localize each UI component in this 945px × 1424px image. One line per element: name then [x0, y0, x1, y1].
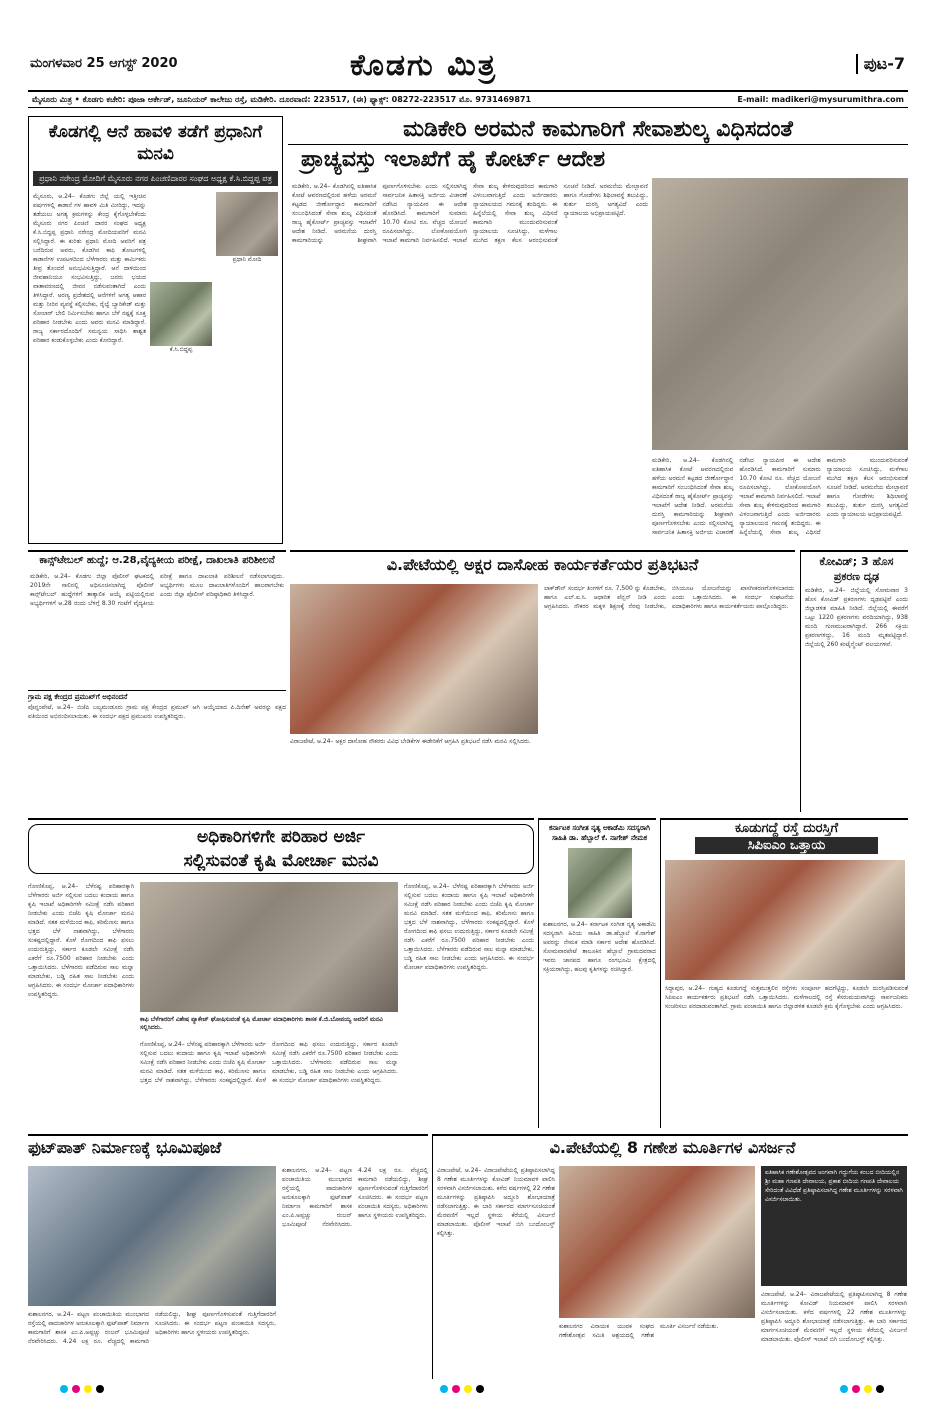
story-palace-headline-2: ಪ್ರಾಚ್ಯವಸ್ತು ಇಲಾಖೆಗೆ ಹೈ ಕೋರ್ಟ್ ಆದೇಶ	[300, 147, 606, 172]
story-krishi-body-column-3: ಗೋಣಿಕೊಪ್ಪ, ಆ.24– ಬೆಳೆನಷ್ಟ ಪರಿಹಾರಕ್ಕಾಗಿ ಬೆಳೆಗಾರರು ಅರ್ಜಿ ಸಲ್ಲಿಸುವ ಬದಲು ಕಂದಾಯ ಹಾಗೂ ಕೃಷಿ ಇಲಾಖೆ ಅಧಿಕಾರಿಗಳೇ ಸಮೀಕ್ಷೆ ನಡೆಸಿ ಪರಿಹಾರ ನೀಡಬೇಕು ಎಂದು ಬಿಜೆಪಿ ಕೃಷಿ ಮೋರ್ಚಾ ಮನವಿ ಮಾಡಿದೆ. ಸತತ ಮಳೆಯಿಂದ ಕಾಫಿ, ಕರಿಮೆಣಸು ಹಾಗೂ ಭತ್ತದ ಬೆಳೆ ನಾಶವಾಗಿದ್ದು, ಬೆಳೆಗಾರರು ಸಂಕಷ್ಟದಲ್ಲಿದ್ದಾರೆ. ಕೊಳೆ ರೋಗದಿಂದ ಕಾಫಿ ಫಸಲು ಉದುರುತ್ತಿದ್ದು, ಸರ್ಕಾರ ಕೂಡಲೇ ಸಮೀಕ್ಷೆ ನಡೆಸಿ ಎಕರೆಗೆ ರೂ.7500 ಪರಿಹಾರ ನೀಡಬೇಕು ಎಂದು ಒತ್ತಾಯಿಸಿದರು. ಬೆಳೆಗಾರರು ಪಡೆದಿರುವ ಸಾಲ ಮನ್ನಾ ಮಾಡಬೇಕು, ಬಡ್ಡಿ ರಹಿತ ಸಾಲ ನೀಡಬೇಕು ಎಂದು ಆಗ್ರಹಿಸಿದರು. ಈ ಸಂದರ್ಭ ಮೋರ್ಚಾ ಪದಾಧಿಕಾರಿಗಳು ಉಪಸ್ಥಿತರಿದ್ದರು.	[404, 883, 534, 971]
registration-marks-left	[60, 1385, 104, 1393]
story-covid	[800, 550, 908, 812]
story-ganesha-headline: ವಿ.ಪೇಟೆಯಲ್ಲಿ 8 ಗಣೇಶ ಮೂರ್ತಿಗಳ ವಿಸರ್ಜನೆ	[549, 1138, 796, 1157]
story-elephant-body: ಕೆ.ಸಿ.ಬಿದ್ದಪ್ಪ ಮೈಸೂರು, ಆ.24– ಕೊಡಗು ಜಿಲ್ಲೆ ಯಲ್ಲಿ ಇತ್ತೀಚಿನ ವರ್ಷಗಳಲ್ಲಿ ಕಾಡಾನೆ ಗಳ ಹಾವಳಿ ಮಿತಿ ಮೀರಿದ್ದು, ಇದನ್ನು ತಡೆಯಲು ಅಗತ್ಯ ಕ್ರಮಗಳನ್ನು ಕೇಂದ್ರ ಕೈಗೊಳ್ಳಬೇಕೆಂದು ಮೈಸೂರು ನಗರ ಪಿಂಚಣಿ ದಾರರ ಸಂಘದ ಅಧ್ಯಕ್ಷ ಕೆ.ಸಿ.ಬಿದ್ದಪ್ಪ ಪ್ರಧಾನಿ ನರೇಂದ್ರ ಮೋದಿಯವರಿಗೆ ಮನವಿ ಸಲ್ಲಿಸಿದ್ದಾರೆ. ಈ ಕುರಿತು ಪ್ರಧಾನಿ ಮೋದಿ ಅವರಿಗೆ ಪತ್ರ ಬರೆದಿರುವ ಅವರು, ಕೊಡಗಿನ ಕಾಫಿ ತೋಟಗಳಲ್ಲಿ ಕಾಡಾನೆಗಳ ಉಪಟಳದಿಂದ ಬೆಳೆಗಾರರು ಮತ್ತು ಕಾರ್ಮಿಕರು ತೀವ್ರ ತೊಂದರೆ ಅನುಭವಿಸುತ್ತಿದ್ದಾರೆ. ಆನೆ ದಾಳಿಯಿಂದ ಜೀವಹಾನಿಯೂ ಸಂಭವಿಸುತ್ತಿದ್ದು, ಜನರು ಭಯದ ವಾತಾವರಣದಲ್ಲಿ ಜೀವನ ನಡೆಸುವಂತಾಗಿದೆ ಎಂದು ತಿಳಿಸಿದ್ದಾರೆ. ಅರಣ್ಯ ಪ್ರದೇಶದಲ್ಲಿ ಆನೆಗಳಿಗೆ ಅಗತ್ಯ ಆಹಾರ ಮತ್ತು ನೀರಿನ ವ್ಯವಸ್ಥೆ ಕಲ್ಪಿಸಬೇಕು, ರೈಲ್ವೆ ಬ್ಯಾರಿಕೇಡ್ ಮತ್ತು ಸೋಲಾರ್ ಬೇಲಿ ನಿರ್ಮಿಸಬೇಕು ಹಾಗೂ ಬೆಳೆ ನಷ್ಟಕ್ಕೆ ಸೂಕ್ತ ಪರಿಹಾರ ನೀಡಬೇಕು ಎಂದು ಅವರು ಮನವಿ ಮಾಡಿದ್ದಾರೆ. ರಾಜ್ಯ ಸರ್ಕಾರದೊಂದಿಗೆ ಸಮನ್ವಯ ಸಾಧಿಸಿ ಶಾಶ್ವತ ಪರಿಹಾರ ಕಂಡುಕೊಳ್ಳಬೇಕು ಎಂದು ಕೋರಿದ್ದಾರೆ.	[33, 192, 212, 522]
biddappa-photo	[150, 282, 212, 346]
krishi-photo-caption: ಕಾಫಿ ಬೆಳೆಗಾರರಿಗೆ ವಿಶೇಷ ಪ್ಯಾಕೇಜ್ ಘೋಷಿಸುವಂತೆ ಕೃಷಿ ಮೋರ್ಚಾ ಪದಾಧಿಕಾರಿಗಳು ಶಾಸಕ ಕೆ.ಜಿ.ಬೋಪಯ್ಯ ಅವರಿಗೆ ಮನವಿ ಸಲ್ಲಿಸಿದರು.	[140, 1016, 383, 1031]
registration-marks-right	[840, 1385, 884, 1393]
story-gram-paksha	[28, 690, 286, 770]
story-ganesha-caption: ಕುಶಾಲನಗರ ವಿನಾಯಕ ಯುವಕ ಸಂಘದ ಗಣೇಶೋತ್ಸವ ಸಮಿತಿ ಆಶ್ರಯದಲ್ಲಿ ಗಣೇಶ ಮೂರ್ತಿ ವಿಸರ್ಜನೆ ನಡೆಯಿತು.	[559, 1323, 719, 1339]
story-akshara-body: ಲಾಕ್‌ಡೌನ್ ಸಂದರ್ಭ ತಿಂಗಳಿಗೆ ರೂ. 7,500 ನ್ನು ಕೊಡಬೇಕು, ಹಾಗೂ ಎಲ್.ಐ.ಸಿ. ಆಧಾರಿತ ಪೆನ್ಷನ್ ನೀಡಿ ಎಂದು ಆಗ್ರಹಿಸಿದರು. ನೌಕರರ ಮಕ್ಕಳ ಶಿಕ್ಷಣಕ್ಕೆ ನೆರವು ನೀಡಬೇಕು, ಬಿಸಿಯೂಟ ಯೋಜನೆಯನ್ನು ಖಾಸಗೀಕರಣಗೊಳಿಸಬಾರದು ಎಂದು ಒತ್ತಾಯಿಸಿದರು. ಈ ಸಂದರ್ಭ ಸಂಘಟನೆಯ ಪದಾಧಿಕಾರಿಗಳು ಹಾಗೂ ಕಾರ್ಯಕರ್ತೆಯರು ಪಾಲ್ಗೊಂಡಿದ್ದರು.	[544, 585, 794, 610]
story-krishi-headline-1: ಅಧಿಕಾರಿಗಳಿಗೇ ಪರಿಹಾರ ಅರ್ಜಿ	[197, 827, 365, 847]
krishi-morcha-photo	[140, 882, 398, 1012]
story-ganesha-body-continued: ವಿರಾಜಪೇಟೆ, ಆ.24– ವಿರಾಜಪೇಟೆಯಲ್ಲಿ ಪ್ರತಿಷ್ಠಾಪಿಸಲಾಗಿದ್ದ 8 ಗಣೇಶ ಮೂರ್ತಿಗಳನ್ನು ಕೋವಿಡ್ ನಿಯಮಾವಳಿ ಪಾಲಿಸಿ ಸರಳವಾಗಿ ವಿಸರ್ಜಿಸಲಾಯಿತು. ಕಳೆದ ವರ್ಷಗಳಲ್ಲಿ 22 ಗಣೇಶ ಮೂರ್ತಿಗಳನ್ನು ಪ್ರತಿಷ್ಠಾಪಿಸಿ ಅದ್ದೂರಿ ಶೋಭಾಯಾತ್ರೆ ನಡೆಸಲಾಗುತ್ತಿತ್ತು. ಈ ಬಾರಿ ಸರ್ಕಾರದ ಮಾರ್ಗಸೂಚಿಯಂತೆ ಮೆರವಣಿಗೆ ಇಲ್ಲದೆ ಸ್ಥಳೀಯ ಕೆರೆಯಲ್ಲಿ ವಿಸರ್ಜನೆ ಮಾಡಲಾಯಿತು. ಪೊಲೀಸ್ ಇಲಾಖೆ ಬಿಗಿ ಬಂದೋಬಸ್ತ್ ಕಲ್ಪಿಸಿತ್ತು.	[761, 1291, 907, 1343]
story-cpim-body: ಸಿದ್ದಾಪುರ, ಆ.24– ಗುಹ್ಯದ ಕೂಡುಗದ್ದೆ ಸುತ್ತಮುತ್ತಲಿನ ರಸ್ತೆಗಳು ಸಂಪೂರ್ಣ ಹದಗೆಟ್ಟಿದ್ದು, ಕೂಡಲೇ ದುರಸ್ತಿಪಡಿಸುವಂತೆ ಸಿಪಿಐಎಂ ಕಾರ್ಯಕರ್ತರು ಪ್ರತಿಭಟನೆ ನಡೆಸಿ ಒತ್ತಾಯಿಸಿದರು. ಮಳೆಗಾಲದಲ್ಲಿ ರಸ್ತೆ ಕೆಸರುಮಯವಾಗಿದ್ದು ಸಾರ್ವಜನಿಕರು ಸಂಚರಿಸಲು ಪರದಾಡುವಂತಾಗಿದೆ. ಗ್ರಾಮ ಪಂಚಾಯಿತಿ ಹಾಗೂ ಜಿಲ್ಲಾಡಳಿತ ಕೂಡಲೇ ಕ್ರಮ ಕೈಗೊಳ್ಳಬೇಕು ಎಂದು ಆಗ್ರಹಿಸಿದರು.	[665, 985, 908, 1010]
story-krishi-body-continued: ಗೋಣಿಕೊಪ್ಪ, ಆ.24– ಬೆಳೆನಷ್ಟ ಪರಿಹಾರಕ್ಕಾಗಿ ಬೆಳೆಗಾರರು ಅರ್ಜಿ ಸಲ್ಲಿಸುವ ಬದಲು ಕಂದಾಯ ಹಾಗೂ ಕೃಷಿ ಇಲಾಖೆ ಅಧಿಕಾರಿಗಳೇ ಸಮೀಕ್ಷೆ ನಡೆಸಿ ಪರಿಹಾರ ನೀಡಬೇಕು ಎಂದು ಬಿಜೆಪಿ ಕೃಷಿ ಮೋರ್ಚಾ ಮನವಿ ಮಾಡಿದೆ. ಸತತ ಮಳೆಯಿಂದ ಕಾಫಿ, ಕರಿಮೆಣಸು ಹಾಗೂ ಭತ್ತದ ಬೆಳೆ ನಾಶವಾಗಿದ್ದು, ಬೆಳೆಗಾರರು ಸಂಕಷ್ಟದಲ್ಲಿದ್ದಾರೆ. ಕೊಳೆ ರೋಗದಿಂದ ಕಾಫಿ ಫಸಲು ಉದುರುತ್ತಿದ್ದು, ಸರ್ಕಾರ ಕೂಡಲೇ ಸಮೀಕ್ಷೆ ನಡೆಸಿ ಎಕರೆಗೆ ರೂ.7500 ಪರಿಹಾರ ನೀಡಬೇಕು ಎಂದು ಒತ್ತಾಯಿಸಿದರು. ಬೆಳೆಗಾರರು ಪಡೆದಿರುವ ಸಾಲ ಮನ್ನಾ ಮಾಡಬೇಕು, ಬಡ್ಡಿ ರಹಿತ ಸಾಲ ನೀಡಬೇಕು ಎಂದು ಆಗ್ರಹಿಸಿದರು. ಈ ಸಂದರ್ಭ ಮೋರ್ಚಾ ಪದಾಧಿಕಾರಿಗಳು ಉಪಸ್ಥಿತರಿದ್ದರು.	[140, 1041, 398, 1084]
story-covid-headline: ಕೋವಿಡ್; 3 ಹೊಸ ಪ್ರಕರಣ ದೃಢ	[819, 555, 894, 583]
story-constable-body: ಮಡಿಕೇರಿ, ಆ.24– ಕೊಡಗು ಜಿಲ್ಲಾ ಪೊಲೀಸ್ ಘಟಕದಲ್ಲಿ 2019ನೇ ಸಾಲಿನಲ್ಲಿ ಅಧಿಸೂಚಿಸಲಾಗಿದ್ದ ಪೊಲೀಸ್ ಕಾನ್ಸ್‌ಟೇಬಲ್ ಹುದ್ದೆಗಳಿಗೆ ತಾತ್ಕಾಲಿಕ ಆಯ್ಕೆ ಪಟ್ಟಿಯಲ್ಲಿರುವ ಅಭ್ಯರ್ಥಿಗಳಿಗೆ ಆ.28 ರಂದು ಬೆಳಿಗ್ಗೆ 8.30 ಗಂಟೆಗೆ ವೈದ್ಯಕೀಯ ಪರೀಕ್ಷೆ ಹಾಗೂ ದಾಖಲಾತಿ ಪರಿಶೀಲನೆ ನಡೆಸಲಾಗುವುದು. ಅಭ್ಯರ್ಥಿಗಳು ಮೂಲ ದಾಖಲಾತಿಗಳೊಂದಿಗೆ ಹಾಜರಾಗಬೇಕು ಎಂದು ಜಿಲ್ಲಾ ಪೊಲೀಸ್ ವರಿಷ್ಠಾಧಿಕಾರಿ ತಿಳಿಸಿದ್ದಾರೆ.	[30, 573, 284, 607]
contact-email: E-mail: madikeri@mysurumithra.com	[737, 95, 904, 104]
story-academy-body: ಕುಶಾಲನಗರ, ಆ.24– ಕರ್ನಾಟಕ ಸಂಗೀತ ನೃತ್ಯ ಅಕಾಡೆಮಿ ಸದಸ್ಯರಾಗಿ ಹಿರಿಯ ಸಾಹಿತಿ ಡಾ.ಹೆಬ್ಬಾಲೆ ಕೆ.ನಾಗೇಶ್ ಅವರನ್ನು ನೇಮಕ ಮಾಡಿ ಸರ್ಕಾರ ಆದೇಶ ಹೊರಡಿಸಿದೆ. ಸೋಮವಾರಪೇಟೆ ತಾಲೂಕಿನ ಹೆಬ್ಬಾಲೆ ಗ್ರಾಮದವರಾದ ಇವರು ಜಾನಪದ ಹಾಗೂ ರಂಗಭೂಮಿ ಕ್ಷೇತ್ರದಲ್ಲಿ ಸಕ್ರಿಯರಾಗಿದ್ದು, ಹಲವು ಕೃತಿಗಳನ್ನು ರಚಿಸಿದ್ದಾರೆ.	[543, 921, 656, 973]
ganesha-sidebar-note: ಐತಿಹಾಸಿಕ ಗಣೇಶೋತ್ಸವದ ಅಂಗವಾಗಿ ಗದ್ದುಗೆಯ ಕಂಬದ ಬೀದಿಯಲ್ಲಿನ ಶ್ರೀ ಮಹಾ ಗಣಪತಿ ದೇವಾಲಯ, ಪ್ರಕಾಶ ಬೀದಿಯ ಗಣಪತಿ ದೇವಾಲಯ ಸೇರಿದಂತೆ ವಿವಿಧೆಡೆ ಪ್ರತಿಷ್ಠಾಪಿಸಲಾಗಿದ್ದ ಗಣೇಶ ಮೂರ್ತಿಗಳನ್ನು ಸರಳವಾಗಿ ವಿಸರ್ಜಿಸಲಾಯಿತು.	[761, 1166, 907, 1286]
story-akshara-headline: ವಿ.ಪೇಟೆಯಲ್ಲಿ ಅಕ್ಷರ ದಾಸೋಹ ಕಾರ್ಯಕರ್ತೆಯರ ಪ್ರತಿಭಟನೆ	[386, 555, 699, 574]
registration-marks-center	[440, 1385, 484, 1393]
story-footpath-headline: ಫುಟ್‌ಪಾತ್ ನಿರ್ಮಾಣಕ್ಕೆ ಭೂಮಿಪೂಜೆ	[28, 1138, 222, 1157]
story-krishi-headline-box	[28, 824, 534, 874]
story-footpath	[28, 1134, 428, 1379]
story-gram-paksha-headline: ಗ್ರಾಮ ಪಕ್ಷ ಕೇಂದ್ರದ ಪ್ರಮುಖ್‌ಗೆ ಅಭಿನಂದನೆ	[28, 693, 128, 701]
story-palace-body-continued: ಮಡಿಕೇರಿ, ಆ.24– ಕೊಡಗಿನಲ್ಲಿ ಐತಿಹಾಸಿಕ ಕೋಟೆ ಆವರಣದಲ್ಲಿರುವ ಹಳೆಯ ಅರಮನೆ ಕಟ್ಟಡದ ಜೀರ್ಣೋದ್ಧಾರ ಕಾಮಗಾರಿಗೆ ಸಂಬಂಧಿಸಿದಂತೆ ಸೇವಾ ಶುಲ್ಕ ವಿಧಿಸದಂತೆ ರಾಜ್ಯ ಹೈಕೋರ್ಟ್ ಪ್ರಾಚ್ಯವಸ್ತು ಇಲಾಖೆಗೆ ಆದೇಶ ನೀಡಿದೆ. ಅರಮನೆಯ ದುರಸ್ತಿ ಕಾಮಗಾರಿಯನ್ನು ಶೀಘ್ರವಾಗಿ ಪೂರ್ಣಗೊಳಿಸಬೇಕು ಎಂದು ಸಲ್ಲಿಸಲಾಗಿದ್ದ ಸಾರ್ವಜನಿಕ ಹಿತಾಸಕ್ತಿ ಅರ್ಜಿಯ ವಿಚಾರಣೆ ನಡೆಸಿದ ನ್ಯಾಯಪೀಠ ಈ ಆದೇಶ ಹೊರಡಿಸಿದೆ. ಕಾಮಗಾರಿಗೆ ಸುಮಾರು 10.70 ಕೋಟಿ ರೂ. ವೆಚ್ಚದ ಯೋಜನೆ ರೂಪಿಸಲಾಗಿದ್ದು, ಲೋಕೋಪಯೋಗಿ ಇಲಾಖೆ ಕಾಮಗಾರಿ ನಿರ್ವಹಿಸಲಿದೆ. ಇಲಾಖೆ ಸೇವಾ ಶುಲ್ಕ ಕೇಳಿರುವುದರಿಂದ ಕಾಮಗಾರಿ ವಿಳಂಬವಾಗುತ್ತಿದೆ ಎಂದು ಅರ್ಜಿದಾರರು ನ್ಯಾಯಾಲಯದ ಗಮನಕ್ಕೆ ತಂದಿದ್ದರು. ಈ ಹಿನ್ನೆಲೆಯಲ್ಲಿ ಸೇವಾ ಶುಲ್ಕ ವಿಧಿಸದೆ ಕಾಮಗಾರಿ ಮುಂದುವರಿಸುವಂತೆ ನ್ಯಾಯಾಲಯ ಸೂಚಿಸಿದ್ದು, ಮಳೆಗಾಲ ಮುಗಿದ ತಕ್ಷಣ ಕೆಲಸ ಆರಂಭಿಸುವಂತೆ ಸೂಚನೆ ನೀಡಿದೆ. ಅರಮನೆಯ ಮೇಲ್ಛಾವಣಿ ಹಾಗೂ ಗೋಡೆಗಳು ಶಿಥಿಲಾವಸ್ಥೆ ತಲುಪಿದ್ದು, ತುರ್ತು ದುರಸ್ತಿ ಅಗತ್ಯವಿದೆ ಎಂದು ನ್ಯಾಯಾಲಯ ಅಭಿಪ್ರಾಯಪಟ್ಟಿದೆ.	[652, 457, 908, 536]
footpath-photo	[28, 1166, 276, 1306]
story-palace-headline-1: ಮಡಿಕೇರಿ ಅರಮನೆ ಕಾಮಗಾರಿಗೆ ಸೇವಾಶುಲ್ಕ ವಿಧಿಸದಂತೆ	[288, 116, 908, 145]
story-krishi-morcha	[28, 818, 534, 1128]
ganesha-procession-photo	[559, 1166, 755, 1318]
story-krishi-body: ಗೋಣಿಕೊಪ್ಪ, ಆ.24– ಬೆಳೆನಷ್ಟ ಪರಿಹಾರಕ್ಕಾಗಿ ಬೆಳೆಗಾರರು ಅರ್ಜಿ ಸಲ್ಲಿಸುವ ಬದಲು ಕಂದಾಯ ಹಾಗೂ ಕೃಷಿ ಇಲಾಖೆ ಅಧಿಕಾರಿಗಳೇ ಸಮೀಕ್ಷೆ ನಡೆಸಿ ಪರಿಹಾರ ನೀಡಬೇಕು ಎಂದು ಬಿಜೆಪಿ ಕೃಷಿ ಮೋರ್ಚಾ ಮನವಿ ಮಾಡಿದೆ. ಸತತ ಮಳೆಯಿಂದ ಕಾಫಿ, ಕರಿಮೆಣಸು ಹಾಗೂ ಭತ್ತದ ಬೆಳೆ ನಾಶವಾಗಿದ್ದು, ಬೆಳೆಗಾರರು ಸಂಕಷ್ಟದಲ್ಲಿದ್ದಾರೆ. ಕೊಳೆ ರೋಗದಿಂದ ಕಾಫಿ ಫಸಲು ಉದುರುತ್ತಿದ್ದು, ಸರ್ಕಾರ ಕೂಡಲೇ ಸಮೀಕ್ಷೆ ನಡೆಸಿ ಎಕರೆಗೆ ರೂ.7500 ಪರಿಹಾರ ನೀಡಬೇಕು ಎಂದು ಒತ್ತಾಯಿಸಿದರು. ಬೆಳೆಗಾರರು ಪಡೆದಿರುವ ಸಾಲ ಮನ್ನಾ ಮಾಡಬೇಕು, ಬಡ್ಡಿ ರಹಿತ ಸಾಲ ನೀಡಬೇಕು ಎಂದು ಆಗ್ರಹಿಸಿದರು. ಈ ಸಂದರ್ಭ ಮೋರ್ಚಾ ಪದಾಧಿಕಾರಿಗಳು ಉಪಸ್ಥಿತರಿದ್ದರು.	[28, 883, 134, 998]
story-elephant-subhead: ಪ್ರಧಾನಿ ನರೇಂದ್ರ ಮೋದಿಗೆ ಮೈಸೂರು ನಗರ ಪಿಂಚಣಿದಾರರ ಸಂಘದ ಅಧ್ಯಕ್ಷ ಕೆ.ಸಿ.ಬಿದ್ದಪ್ಪ ಪತ್ರ	[33, 171, 278, 186]
story-footpath-body-continued: ಕುಶಾಲನಗರ, ಆ.24– ಪಟ್ಟಣ ಪಂಚಾಯಿತಿಯ ಮುಂಭಾಗದ ರಸ್ತೆಯಲ್ಲಿ ಪಾದಚಾರಿಗಳ ಅನುಕೂಲಕ್ಕಾಗಿ ಫುಟ್‌ಪಾತ್ ನಿರ್ಮಾಣ ಕಾಮಗಾರಿಗೆ ಶಾಸಕ ಎಂ.ಪಿ.ಅಪ್ಪಚ್ಚು ರಂಜನ್ ಭೂಮಿಪೂಜೆ ನೆರವೇರಿಸಿದರು. 4.24 ಲಕ್ಷ ರೂ. ವೆಚ್ಚದಲ್ಲಿ ಕಾಮಗಾರಿ ನಡೆಯಲಿದ್ದು, ಶೀಘ್ರ ಪೂರ್ಣಗೊಳಿಸುವಂತೆ ಗುತ್ತಿಗೆದಾರರಿಗೆ ಸೂಚಿಸಿದರು. ಈ ಸಂದರ್ಭ ಪಟ್ಟಣ ಪಂಚಾಯಿತಿ ಸದಸ್ಯರು, ಅಧಿಕಾರಿಗಳು ಹಾಗೂ ಸ್ಥಳೀಯರು ಉಪಸ್ಥಿತರಿದ್ದರು.	[282, 1167, 428, 1228]
modi-photo-caption: ಪ್ರಧಾನಿ ಮೋದಿ	[232, 256, 262, 263]
modi-photo	[216, 192, 278, 256]
nagesh-photo	[568, 848, 632, 918]
protest-photo	[290, 584, 538, 734]
protest-photo-caption: ವಿರಾಜಪೇಟೆ, ಆ.24– ಅಕ್ಷರ ದಾಸೋಹ ನೌಕರರು ವಿವಿಧ ಬೇಡಿಕೆಗಳ ಈಡೇರಿಕೆಗೆ ಆಗ್ರಹಿಸಿ ಪ್ರತಿಭಟನೆ ನಡೆಸಿ ಮನವಿ ಸಲ್ಲಿಸಿದರು.	[290, 738, 531, 745]
story-constable-headline: ಕಾನ್ಸ್‌ಟೇಬಲ್ ಹುದ್ದೆ; ಆ.28,ವೈದ್ಯಕೀಯ ಪರೀಕ್ಷೆ, ದಾಖಲಾತಿ ಪರಿಶೀಲನೆ	[39, 555, 275, 566]
story-palace	[288, 116, 908, 546]
story-ganesha	[432, 1134, 908, 1379]
story-constable	[28, 550, 286, 690]
story-elephant	[28, 116, 283, 544]
contact-bar	[28, 90, 908, 108]
story-academy-headline: ಕರ್ನಾಟಕ ಸಂಗೀತ ನೃತ್ಯ ಅಕಾಡೆಮಿ ಸದಸ್ಯರಾಗಿ ಸಾಹಿತಿ ಡಾ. ಹೆಬ್ಬಾಲೆ ಕೆ. ನಾಗೇಶ್ ನೇಮಕ	[549, 824, 650, 842]
cpim-protest-photo	[665, 860, 905, 980]
biddappa-photo-caption: ಕೆ.ಸಿ.ಬಿದ್ದಪ್ಪ	[169, 346, 193, 353]
page-number: ಪುಟ-7	[856, 54, 905, 74]
story-ganesha-body: ವಿರಾಜಪೇಟೆ, ಆ.24– ವಿರಾಜಪೇಟೆಯಲ್ಲಿ ಪ್ರತಿಷ್ಠಾಪಿಸಲಾಗಿದ್ದ 8 ಗಣೇಶ ಮೂರ್ತಿಗಳನ್ನು ಕೋವಿಡ್ ನಿಯಮಾವಳಿ ಪಾಲಿಸಿ ಸರಳವಾಗಿ ವಿಸರ್ಜಿಸಲಾಯಿತು. ಕಳೆದ ವರ್ಷಗಳಲ್ಲಿ 22 ಗಣೇಶ ಮೂರ್ತಿಗಳನ್ನು ಪ್ರತಿಷ್ಠಾಪಿಸಿ ಅದ್ದೂರಿ ಶೋಭಾಯಾತ್ರೆ ನಡೆಸಲಾಗುತ್ತಿತ್ತು. ಈ ಬಾರಿ ಸರ್ಕಾರದ ಮಾರ್ಗಸೂಚಿಯಂತೆ ಮೆರವಣಿಗೆ ಇಲ್ಲದೆ ಸ್ಥಳೀಯ ಕೆರೆಯಲ್ಲಿ ವಿಸರ್ಜನೆ ಮಾಡಲಾಯಿತು. ಪೊಲೀಸ್ ಇಲಾಖೆ ಬಿಗಿ ಬಂದೋಬಸ್ತ್ ಕಲ್ಪಿಸಿತ್ತು.	[437, 1167, 555, 1237]
story-gram-paksha-body: ಪೊನ್ನಂಪೇಟೆ, ಆ.24– ಬಿಜೆಪಿ ಬಲ್ಯಮಂಡೂರು ಗ್ರಾಮ ಪಕ್ಷ ಕೇಂದ್ರದ ಪ್ರಮುಖ್ ಆಗಿ ಆಯ್ಕೆಯಾದ ಪಿ.ದಿನೇಶ್ ಅವರನ್ನು ಪಕ್ಷದ ವತಿಯಿಂದ ಅಭಿನಂದಿಸಲಾಯಿತು. ಈ ಸಂದರ್ಭ ಪಕ್ಷದ ಪ್ರಮುಖರು ಉಪಸ್ಥಿತರಿದ್ದರು.	[28, 704, 286, 720]
story-footpath-body: ಕುಶಾಲನಗರ, ಆ.24– ಪಟ್ಟಣ ಪಂಚಾಯಿತಿಯ ಮುಂಭಾಗದ ರಸ್ತೆಯಲ್ಲಿ ಪಾದಚಾರಿಗಳ ಅನುಕೂಲಕ್ಕಾಗಿ ಫುಟ್‌ಪಾತ್ ನಿರ್ಮಾಣ ಕಾಮಗಾರಿಗೆ ಶಾಸಕ ಎಂ.ಪಿ.ಅಪ್ಪಚ್ಚು ರಂಜನ್ ಭೂಮಿಪೂಜೆ ನೆರವೇರಿಸಿದರು. 4.24 ಲಕ್ಷ ರೂ. ವೆಚ್ಚದಲ್ಲಿ ಕಾಮಗಾರಿ ನಡೆಯಲಿದ್ದು, ಶೀಘ್ರ ಪೂರ್ಣಗೊಳಿಸುವಂತೆ ಗುತ್ತಿಗೆದಾರರಿಗೆ ಸೂಚಿಸಿದರು. ಈ ಸಂದರ್ಭ ಪಟ್ಟಣ ಪಂಚಾಯಿತಿ ಸದಸ್ಯರು, ಅಧಿಕಾರಿಗಳು ಹಾಗೂ ಸ್ಥಳೀಯರು ಉಪಸ್ಥಿತರಿದ್ದರು.	[28, 1311, 276, 1345]
story-cpim-headline-2: ಸಿಪಿಐಎಂ ಒತ್ತಾಯ	[695, 837, 878, 854]
story-akshara-dasoha	[290, 550, 795, 812]
story-cpim-headline-1: ಕೂಡುಗದ್ದೆ ರಸ್ತೆ ದುರಸ್ತಿಗೆ	[734, 821, 839, 836]
story-covid-body: ಮಡಿಕೇರಿ, ಆ.24– ಜಿಲ್ಲೆಯಲ್ಲಿ ಸೋಮವಾರ 3 ಹೊಸ ಕೋವಿಡ್ ಪ್ರಕರಣಗಳು ದೃಢಪಟ್ಟಿವೆ ಎಂದು ಜಿಲ್ಲಾಡಳಿತ ಮಾಹಿತಿ ನೀಡಿದೆ. ಜಿಲ್ಲೆಯಲ್ಲಿ ಈವರೆಗೆ ಒಟ್ಟು 1220 ಪ್ರಕರಣಗಳು ವರದಿಯಾಗಿದ್ದು, 938 ಮಂದಿ ಗುಣಮುಖರಾಗಿದ್ದಾರೆ. 266 ಸಕ್ರಿಯ ಪ್ರಕರಣಗಳಿದ್ದು, 16 ಮಂದಿ ಮೃತಪಟ್ಟಿದ್ದಾರೆ. ಜಿಲ್ಲೆಯಲ್ಲಿ 260 ಕಂಟೈನ್ಮೆಂಟ್ ವಲಯಗಳಿವೆ.	[805, 587, 908, 648]
newspaper-page	[20, 40, 925, 1400]
palace-photo	[652, 178, 908, 450]
story-krishi-headline-2: ಸಲ್ಲಿಸುವಂತೆ ಕೃಷಿ ಮೋರ್ಚಾ ಮನವಿ	[183, 851, 379, 871]
story-palace-body: ಮಡಿಕೇರಿ, ಆ.24– ಕೊಡಗಿನಲ್ಲಿ ಐತಿಹಾಸಿಕ ಕೋಟೆ ಆವರಣದಲ್ಲಿರುವ ಹಳೆಯ ಅರಮನೆ ಕಟ್ಟಡದ ಜೀರ್ಣೋದ್ಧಾರ ಕಾಮಗಾರಿಗೆ ಸಂಬಂಧಿಸಿದಂತೆ ಸೇವಾ ಶುಲ್ಕ ವಿಧಿಸದಂತೆ ರಾಜ್ಯ ಹೈಕೋರ್ಟ್ ಪ್ರಾಚ್ಯವಸ್ತು ಇಲಾಖೆಗೆ ಆದೇಶ ನೀಡಿದೆ. ಅರಮನೆಯ ದುರಸ್ತಿ ಕಾಮಗಾರಿಯನ್ನು ಶೀಘ್ರವಾಗಿ ಪೂರ್ಣಗೊಳಿಸಬೇಕು ಎಂದು ಸಲ್ಲಿಸಲಾಗಿದ್ದ ಸಾರ್ವಜನಿಕ ಹಿತಾಸಕ್ತಿ ಅರ್ಜಿಯ ವಿಚಾರಣೆ ನಡೆಸಿದ ನ್ಯಾಯಪೀಠ ಈ ಆದೇಶ ಹೊರಡಿಸಿದೆ. ಕಾಮಗಾರಿಗೆ ಸುಮಾರು 10.70 ಕೋಟಿ ರೂ. ವೆಚ್ಚದ ಯೋಜನೆ ರೂಪಿಸಲಾಗಿದ್ದು, ಲೋಕೋಪಯೋಗಿ ಇಲಾಖೆ ಕಾಮಗಾರಿ ನಿರ್ವಹಿಸಲಿದೆ. ಇಲಾಖೆ ಸೇವಾ ಶುಲ್ಕ ಕೇಳಿರುವುದರಿಂದ ಕಾಮಗಾರಿ ವಿಳಂಬವಾಗುತ್ತಿದೆ ಎಂದು ಅರ್ಜಿದಾರರು ನ್ಯಾಯಾಲಯದ ಗಮನಕ್ಕೆ ತಂದಿದ್ದರು. ಈ ಹಿನ್ನೆಲೆಯಲ್ಲಿ ಸೇವಾ ಶುಲ್ಕ ವಿಧಿಸದೆ ಕಾಮಗಾರಿ ಮುಂದುವರಿಸುವಂತೆ ನ್ಯಾಯಾಲಯ ಸೂಚಿಸಿದ್ದು, ಮಳೆಗಾಲ ಮುಗಿದ ತಕ್ಷಣ ಕೆಲಸ ಆರಂಭಿಸುವಂತೆ ಸೂಚನೆ ನೀಡಿದೆ. ಅರಮನೆಯ ಮೇಲ್ಛಾವಣಿ ಹಾಗೂ ಗೋಡೆಗಳು ಶಿಥಿಲಾವಸ್ಥೆ ತಲುಪಿದ್ದು, ತುರ್ತು ದುರಸ್ತಿ ಅಗತ್ಯವಿದೆ ಎಂದು ನ್ಯಾಯಾಲಯ ಅಭಿಪ್ರಾಯಪಟ್ಟಿದೆ.	[292, 183, 648, 244]
contact-info: ಮೈಸೂರು ಮಿತ್ರ • ಕೊಡಗು ಕಚೇರಿ: ಪೂಜಾ ಆರ್ಕೇಡ್, ಜೂನಿಯರ್ ಕಾಲೇಜು ರಸ್ತೆ, ಮಡಿಕೇರಿ. ದೂರವಾಣಿ: 223517, (ಈ) ಫ್ಯಾಕ್ಸ್: 08272-223517 ಮೊ. 9731469871	[32, 94, 532, 104]
story-elephant-headline: ಕೊಡಗಲ್ಲಿ ಆನೆ ಹಾವಳಿ ತಡೆಗೆ ಪ್ರಧಾನಿಗೆ ಮನವಿ	[48, 122, 263, 164]
newspaper-title: ಕೊಡಗು ಮಿತ್ರ	[350, 48, 498, 83]
story-academy	[538, 818, 656, 1128]
issue-date: ಮಂಗಳವಾರ 25 ಆಗಸ್ಟ್ 2020	[30, 56, 178, 71]
story-cpim-road	[660, 818, 908, 1128]
